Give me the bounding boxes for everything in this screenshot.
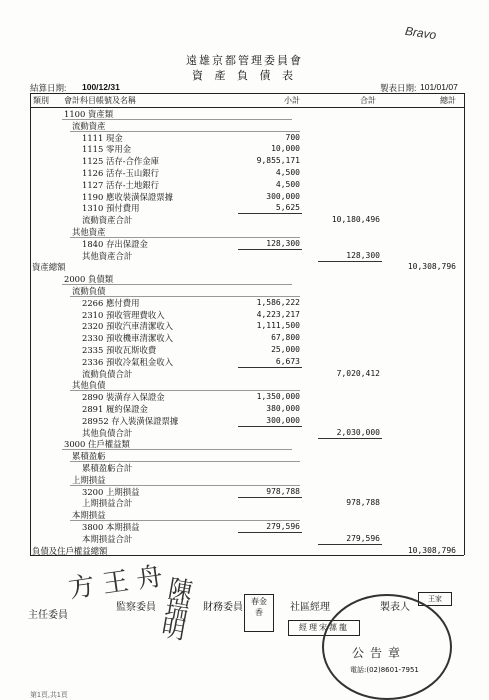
table-left-border — [30, 93, 31, 555]
row-label: 2266 應付費用 — [82, 297, 140, 308]
row-label: 其他資產 — [72, 227, 106, 237]
table-row — [32, 156, 462, 166]
row-value-c1: 4,500 — [275, 168, 300, 177]
row-label: 3800 本期損益 — [82, 522, 140, 532]
logo-bravo: Bravo — [404, 23, 438, 43]
header-top-rule — [30, 93, 464, 94]
page-number: 第1頁,共1頁 — [30, 692, 68, 699]
print-date-label: 製表日期: — [380, 83, 417, 93]
table-row — [32, 392, 462, 402]
col-account: 會計科目帳號及名稱 — [64, 96, 136, 105]
row-value-c2: 2,030,000 — [336, 427, 380, 437]
table-row — [32, 487, 462, 497]
table-row — [32, 463, 462, 473]
row-label: 1190 應收裝潢保證票據 — [82, 191, 173, 202]
row-label: 1127 活存-土地銀行 — [82, 179, 160, 190]
row-value-c1: 300,000 — [266, 191, 300, 201]
row-label: 流動負債 — [72, 286, 106, 296]
table-row — [32, 109, 462, 119]
row-value-c1: 300,000 — [266, 415, 300, 425]
row-label: 1310 預付費用 — [82, 203, 140, 214]
row-label: 累積盈虧合計 — [82, 463, 133, 473]
table-row — [32, 369, 462, 379]
stamp-finance: 春金 香 — [244, 594, 274, 632]
row-value-c1: 279,596 — [266, 522, 300, 531]
print-date: 101/01/07 — [420, 82, 458, 92]
signature-supervisor: 陳 瑞 明 — [159, 573, 195, 646]
table-row — [32, 333, 462, 343]
table-row — [32, 439, 462, 449]
col-grand-total: 總計 — [440, 96, 456, 105]
table-row — [32, 345, 462, 355]
table-row — [32, 298, 462, 308]
table-row — [32, 121, 462, 131]
table-row — [32, 227, 462, 237]
row-label: 上期損益 — [72, 474, 106, 485]
col-subtotal: 小計 — [284, 96, 300, 105]
table-row — [32, 451, 462, 461]
row-value-c1: 128,300 — [266, 238, 300, 248]
row-value-c2: 978,788 — [346, 498, 380, 508]
row-value-c1: 978,788 — [266, 486, 300, 496]
row-label: 2891 履約保證金 — [82, 404, 148, 414]
company-name: 遠雄京都管理委員會 — [186, 54, 303, 67]
row-label: 1111 現金 — [82, 132, 123, 143]
row-value-c1: 67,800 — [271, 333, 300, 343]
table-row — [32, 428, 462, 438]
table-row — [32, 357, 462, 367]
table-row — [32, 180, 462, 190]
row-label: 28952 存入裝潢保證票據 — [82, 415, 179, 426]
table-row — [32, 215, 462, 225]
row-value-c3: 10,308,796 — [407, 545, 456, 555]
table-row — [32, 534, 462, 544]
row-value-c1: 4,223,217 — [256, 309, 300, 319]
footer-chair-label: 主任委員 — [28, 610, 68, 621]
table-row — [32, 274, 462, 284]
row-label: 累積盈虧 — [72, 451, 106, 462]
row-label: 3000 住戶權益類 — [64, 439, 130, 450]
table-row — [32, 168, 462, 178]
table-row — [32, 262, 462, 272]
row-value-c1: 10,000 — [271, 144, 300, 154]
col-total: 合計 — [360, 96, 376, 105]
row-label: 1840 存出保證金 — [82, 238, 148, 249]
row-label: 1126 活存-玉山銀行 — [82, 168, 160, 178]
row-label: 2336 預收冷氣租金收入 — [82, 356, 173, 367]
row-value-c2: 128,300 — [346, 250, 380, 260]
row-value-c1: 6,673 — [275, 356, 300, 366]
row-value-c1: 380,000 — [266, 404, 300, 413]
row-label: 負債及住戶權益總額 — [32, 545, 108, 556]
footer-manager-label: 社區經理 — [290, 602, 330, 613]
seal-stamp-phone: 電話:(02)8601-7951 — [350, 666, 419, 674]
table-row — [32, 475, 462, 485]
signature-chair: 方 王 舟 — [66, 561, 165, 605]
row-label: 本期損益 — [72, 510, 106, 521]
row-label: 1100 資產類 — [64, 109, 114, 119]
row-label: 1125 活存-合作金庫 — [82, 156, 160, 167]
table-row — [32, 380, 462, 390]
table-row — [32, 192, 462, 202]
row-label: 流動資產合計 — [82, 215, 133, 226]
table-row — [32, 510, 462, 520]
row-value-c1: 5,625 — [275, 203, 300, 213]
settle-date: 100/12/31 — [82, 82, 120, 92]
row-value-c1: 4,500 — [275, 179, 300, 189]
settle-date-label: 結算日期: — [30, 83, 67, 93]
row-value-c1: 1,350,000 — [256, 392, 300, 402]
table-row — [32, 546, 462, 556]
row-label: 其他資產合計 — [82, 250, 133, 261]
row-label: 本期損益合計 — [82, 533, 133, 544]
row-label: 2320 預收汽車清潔收入 — [82, 321, 173, 332]
row-label: 2000 負債類 — [64, 274, 114, 285]
table-right-border — [464, 93, 465, 555]
table-row — [32, 522, 462, 532]
table-row — [32, 144, 462, 154]
footer-finance-label: 財務委員 — [203, 602, 243, 613]
row-value-c3: 10,308,796 — [407, 262, 456, 272]
row-label: 其他負債 — [72, 380, 106, 391]
table-row — [32, 251, 462, 261]
row-value-c1: 700 — [285, 132, 300, 142]
row-label: 1115 零用金 — [82, 144, 132, 155]
table-row — [32, 498, 462, 508]
table-row — [32, 286, 462, 296]
row-label: 2890 裝潢存入保證金 — [82, 392, 165, 403]
row-label: 流動負債合計 — [82, 368, 133, 379]
row-label: 資產總額 — [32, 262, 66, 273]
row-label: 2310 預收管理費收入 — [82, 309, 165, 320]
stamp-preparer: 王家 — [418, 592, 452, 606]
table-row — [32, 321, 462, 331]
row-label: 流動資產 — [72, 120, 106, 131]
row-value-c1: 1,111,500 — [256, 321, 300, 331]
table-row — [32, 203, 462, 213]
footer-preparer-label: 製表人 — [380, 602, 410, 613]
table-row — [32, 416, 462, 426]
table-row — [32, 133, 462, 143]
table-row — [32, 239, 462, 249]
table-row — [32, 310, 462, 320]
row-label: 上期損益合計 — [82, 498, 133, 509]
table-row — [32, 404, 462, 414]
header-bottom-rule — [30, 107, 464, 108]
col-category: 類別 — [33, 96, 49, 105]
row-label: 2335 預收瓦斯收費 — [82, 345, 157, 355]
page-title: 資 產 負 債 表 — [192, 69, 297, 82]
footer-supervisor-label: 監察委員 — [116, 602, 156, 613]
row-value-c2: 10,180,496 — [331, 215, 380, 225]
row-value-c1: 25,000 — [271, 345, 300, 354]
row-value-c2: 279,596 — [346, 533, 380, 543]
row-label: 其他負債合計 — [82, 427, 133, 438]
row-value-c2: 7,020,412 — [336, 368, 380, 378]
stamp-manager: 經理宋蓀龍 — [288, 620, 360, 636]
row-label: 2330 預收機車清潔收入 — [82, 333, 173, 344]
row-value-c1: 9,855,171 — [256, 156, 300, 166]
row-label: 3200 上期損益 — [82, 486, 140, 497]
seal-stamp-text: 公告章 — [352, 646, 407, 660]
row-value-c1: 1,586,222 — [256, 297, 300, 307]
